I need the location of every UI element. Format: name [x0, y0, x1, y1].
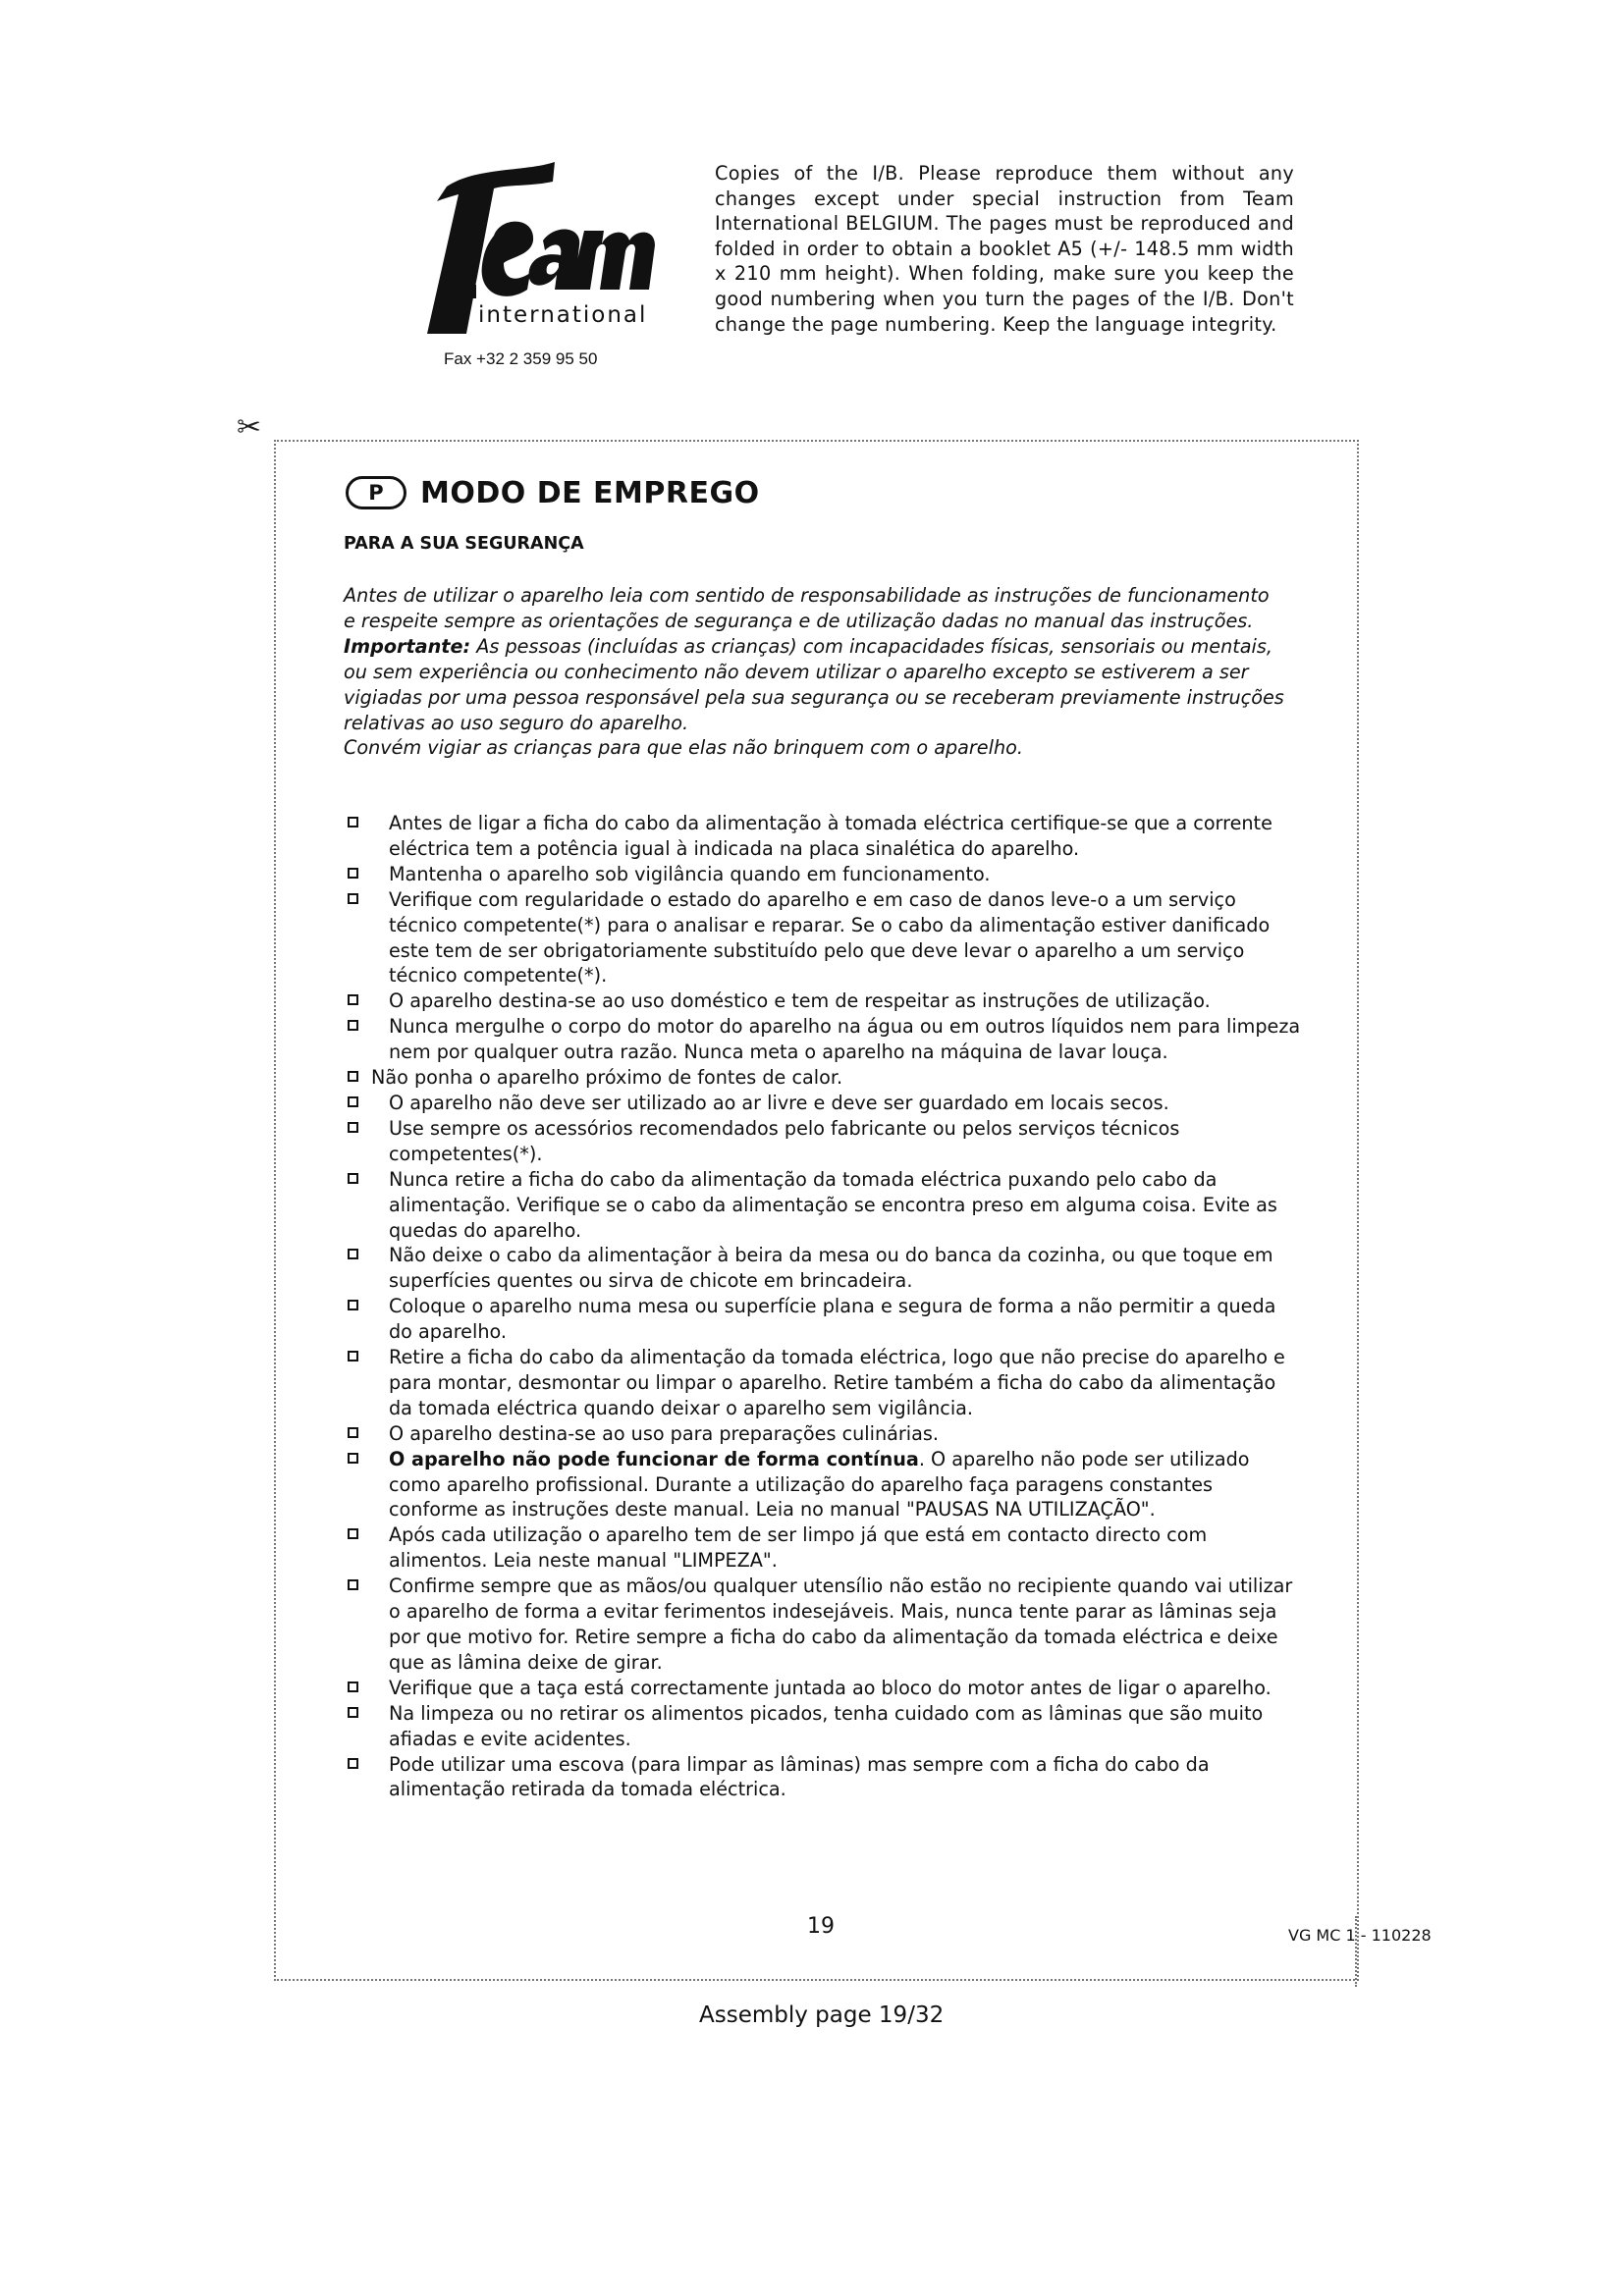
checkbox-square-icon: [348, 1758, 358, 1769]
checkbox-square-icon: [348, 893, 358, 904]
checkbox-square-icon: [348, 1020, 358, 1031]
version-code: VG MC 1 - 110228: [1288, 1926, 1432, 1945]
list-item: O aparelho não deve ser utilizado ao ar livre e deve ser guardado em locais secos.: [344, 1091, 1301, 1116]
checkbox-square-icon: [348, 1071, 358, 1082]
list-item: Confirme sempre que as mãos/ou qualquer utensílio não estão no recipiente quando vai utilizar o aparelho de forma a evitar ferimentos indesejáveis. Mais, nunca tente parar as lâminas seja por que motivo for. Retire sempre a ficha do cabo da alimentação da tomada eléctrica e deixe que as lâmina deixe de girar.: [344, 1574, 1301, 1676]
list-item: O aparelho destina-se ao uso para preparações culinárias.: [344, 1421, 1301, 1447]
checkbox-square-icon: [348, 1300, 358, 1310]
team-logo: [407, 147, 663, 373]
list-item: Retire a ficha do cabo da alimentação da tomada eléctrica, logo que não precise do aparelho e para montar, desmontar ou limpar o aparelho. Retire também a ficha do cabo da alimentação da tomada eléctrica quando deixar o aparelho sem vigilância.: [344, 1345, 1301, 1421]
checkbox-square-icon: [348, 1351, 358, 1362]
list-item: Pode utilizar uma escova (para limpar as lâminas) mas sempre com a ficha do cabo da alimentação retirada da tomada eléctrica.: [344, 1752, 1301, 1803]
list-item: Use sempre os acessórios recomendados pelo fabricante ou pelos serviços técnicos competentes(*).: [344, 1116, 1301, 1167]
logo-international-text: international: [478, 302, 648, 328]
list-item: Verifique com regularidade o estado do aparelho e em caso de danos leve-o a um serviço técnico competente(*) para o analisar e reparar. Se o cabo da alimentação estiver danificado este tem de ser obrigatoriamente substituído pelo que deve levar o aparelho a um serviço técnico competente(*).: [344, 887, 1301, 989]
manual-title-row: [346, 471, 760, 514]
checkbox-square-icon: [348, 868, 358, 879]
list-item: Não ponha o aparelho próximo de fontes de calor.: [344, 1065, 1301, 1091]
list-item: Na limpeza ou no retirar os alimentos picados, tenha cuidado com as lâminas que são muito afiadas e evite acidentes.: [344, 1701, 1301, 1752]
list-item: Mantenha o aparelho sob vigilância quando em funcionamento.: [344, 862, 1301, 887]
language-badge: P: [346, 476, 406, 509]
fax-number: Fax +32 2 359 95 50: [444, 349, 598, 368]
assembly-page-label: Assembly page 19/32: [699, 2002, 945, 2028]
checkbox-square-icon: [348, 1453, 358, 1464]
list-item: Antes de ligar a ficha do cabo da alimentação à tomada eléctrica certifique-se que a corrente eléctrica tem a potência igual à indicada na placa sinalética do aparelho.: [344, 811, 1301, 862]
checkbox-square-icon: [348, 1173, 358, 1184]
checkbox-square-icon: [348, 1427, 358, 1438]
safety-bullet-list: [344, 811, 1301, 1802]
checkbox-square-icon: [348, 994, 358, 1005]
page-title: MODO DE EMPREGO: [420, 475, 760, 510]
list-item: Nunca retire a ficha do cabo da alimentação da tomada eléctrica puxando pelo cabo da alimentação. Verifique se o cabo da alimentação se encontra preso em alguma coisa. Evite as quedas do aparelho.: [344, 1167, 1301, 1244]
safety-intro: [344, 583, 1286, 761]
list-item: Não deixe o cabo da alimentaçãor à beira da mesa ou do banca da cozinha, ou que toque em superfícies quentes ou sirva de chicote em brincadeira.: [344, 1243, 1301, 1294]
important-label: Importante:: [344, 634, 471, 658]
checkbox-square-icon: [348, 1579, 358, 1590]
checkbox-square-icon: [348, 1122, 358, 1133]
checkbox-square-icon: [348, 1528, 358, 1539]
checkbox-square-icon: [348, 1682, 358, 1692]
checkbox-square-icon: [348, 1096, 358, 1107]
list-item: Coloque o aparelho numa mesa ou superfície plana e segura de forma a não permitir a queda do aparelho.: [344, 1294, 1301, 1345]
checkbox-square-icon: [348, 817, 358, 828]
important-text: As pessoas (incluídas as crianças) com incapacidades físicas, sensoriais ou mentais, ou sem experiência ou conhecimento não devem utilizar o aparelho excepto se estiverem a ser vigiadas por uma pessoa responsável pela sua segurança ou se receberam previamente instruções relativas ao uso seguro do aparelho.: [344, 634, 1284, 734]
print-instructions-note: Copies of the I/B. Please reproduce them without any changes except under special instruction from Team International BELGIUM. The pages must be reproduced and folded in order to obtain a booklet A5 (+/- 148.5 mm width x 210 mm height). When folding, make sure you keep the good numbering when you turn the pages of the I/B. Don't change the page numbering. Keep the language integrity.: [715, 162, 1294, 336]
list-item: Nunca mergulhe o corpo do motor do aparelho na água ou em outros líquidos nem para limpeza nem por qualquer outra razão. Nunca meta o aparelho na máquina de lavar louça.: [344, 1014, 1301, 1065]
checkbox-square-icon: [348, 1707, 358, 1718]
list-item-continuous-use: O aparelho não pode funcionar de forma contínua. O aparelho não pode ser utilizado como aparelho profissional. Durante a utilização do aparelho faça paragens constantes conforme as instruções deste manual. Leia no manual "PAUSAS NA UTILIZAÇÃO".: [344, 1447, 1301, 1523]
children-paragraph: Convém vigiar as crianças para que elas não brinquem com o aparelho.: [344, 736, 1023, 760]
page-number: 19: [807, 1914, 835, 1939]
checkbox-square-icon: [348, 1249, 358, 1259]
list-item: O aparelho destina-se ao uso doméstico e tem de respeitar as instruções de utilização.: [344, 988, 1301, 1014]
cut-line-tail: [1355, 1916, 1357, 1987]
list-item: Verifique que a taça está correctamente juntada ao bloco do motor antes de ligar o aparelho.: [344, 1676, 1301, 1701]
section-heading: PARA A SUA SEGURANÇA: [344, 534, 584, 554]
intro-paragraph: Antes de utilizar o aparelho leia com sentido de responsabilidade as instruções de funcionamento e respeite sempre as orientações de segurança e de utilização dadas no manual das instruções.: [344, 584, 1270, 632]
important-paragraph: [344, 634, 1286, 736]
list-item: Após cada utilização o aparelho tem de ser limpo já que está em contacto directo com alimentos. Leia neste manual "LIMPEZA".: [344, 1522, 1301, 1574]
scissors-icon: ✂: [237, 410, 262, 445]
